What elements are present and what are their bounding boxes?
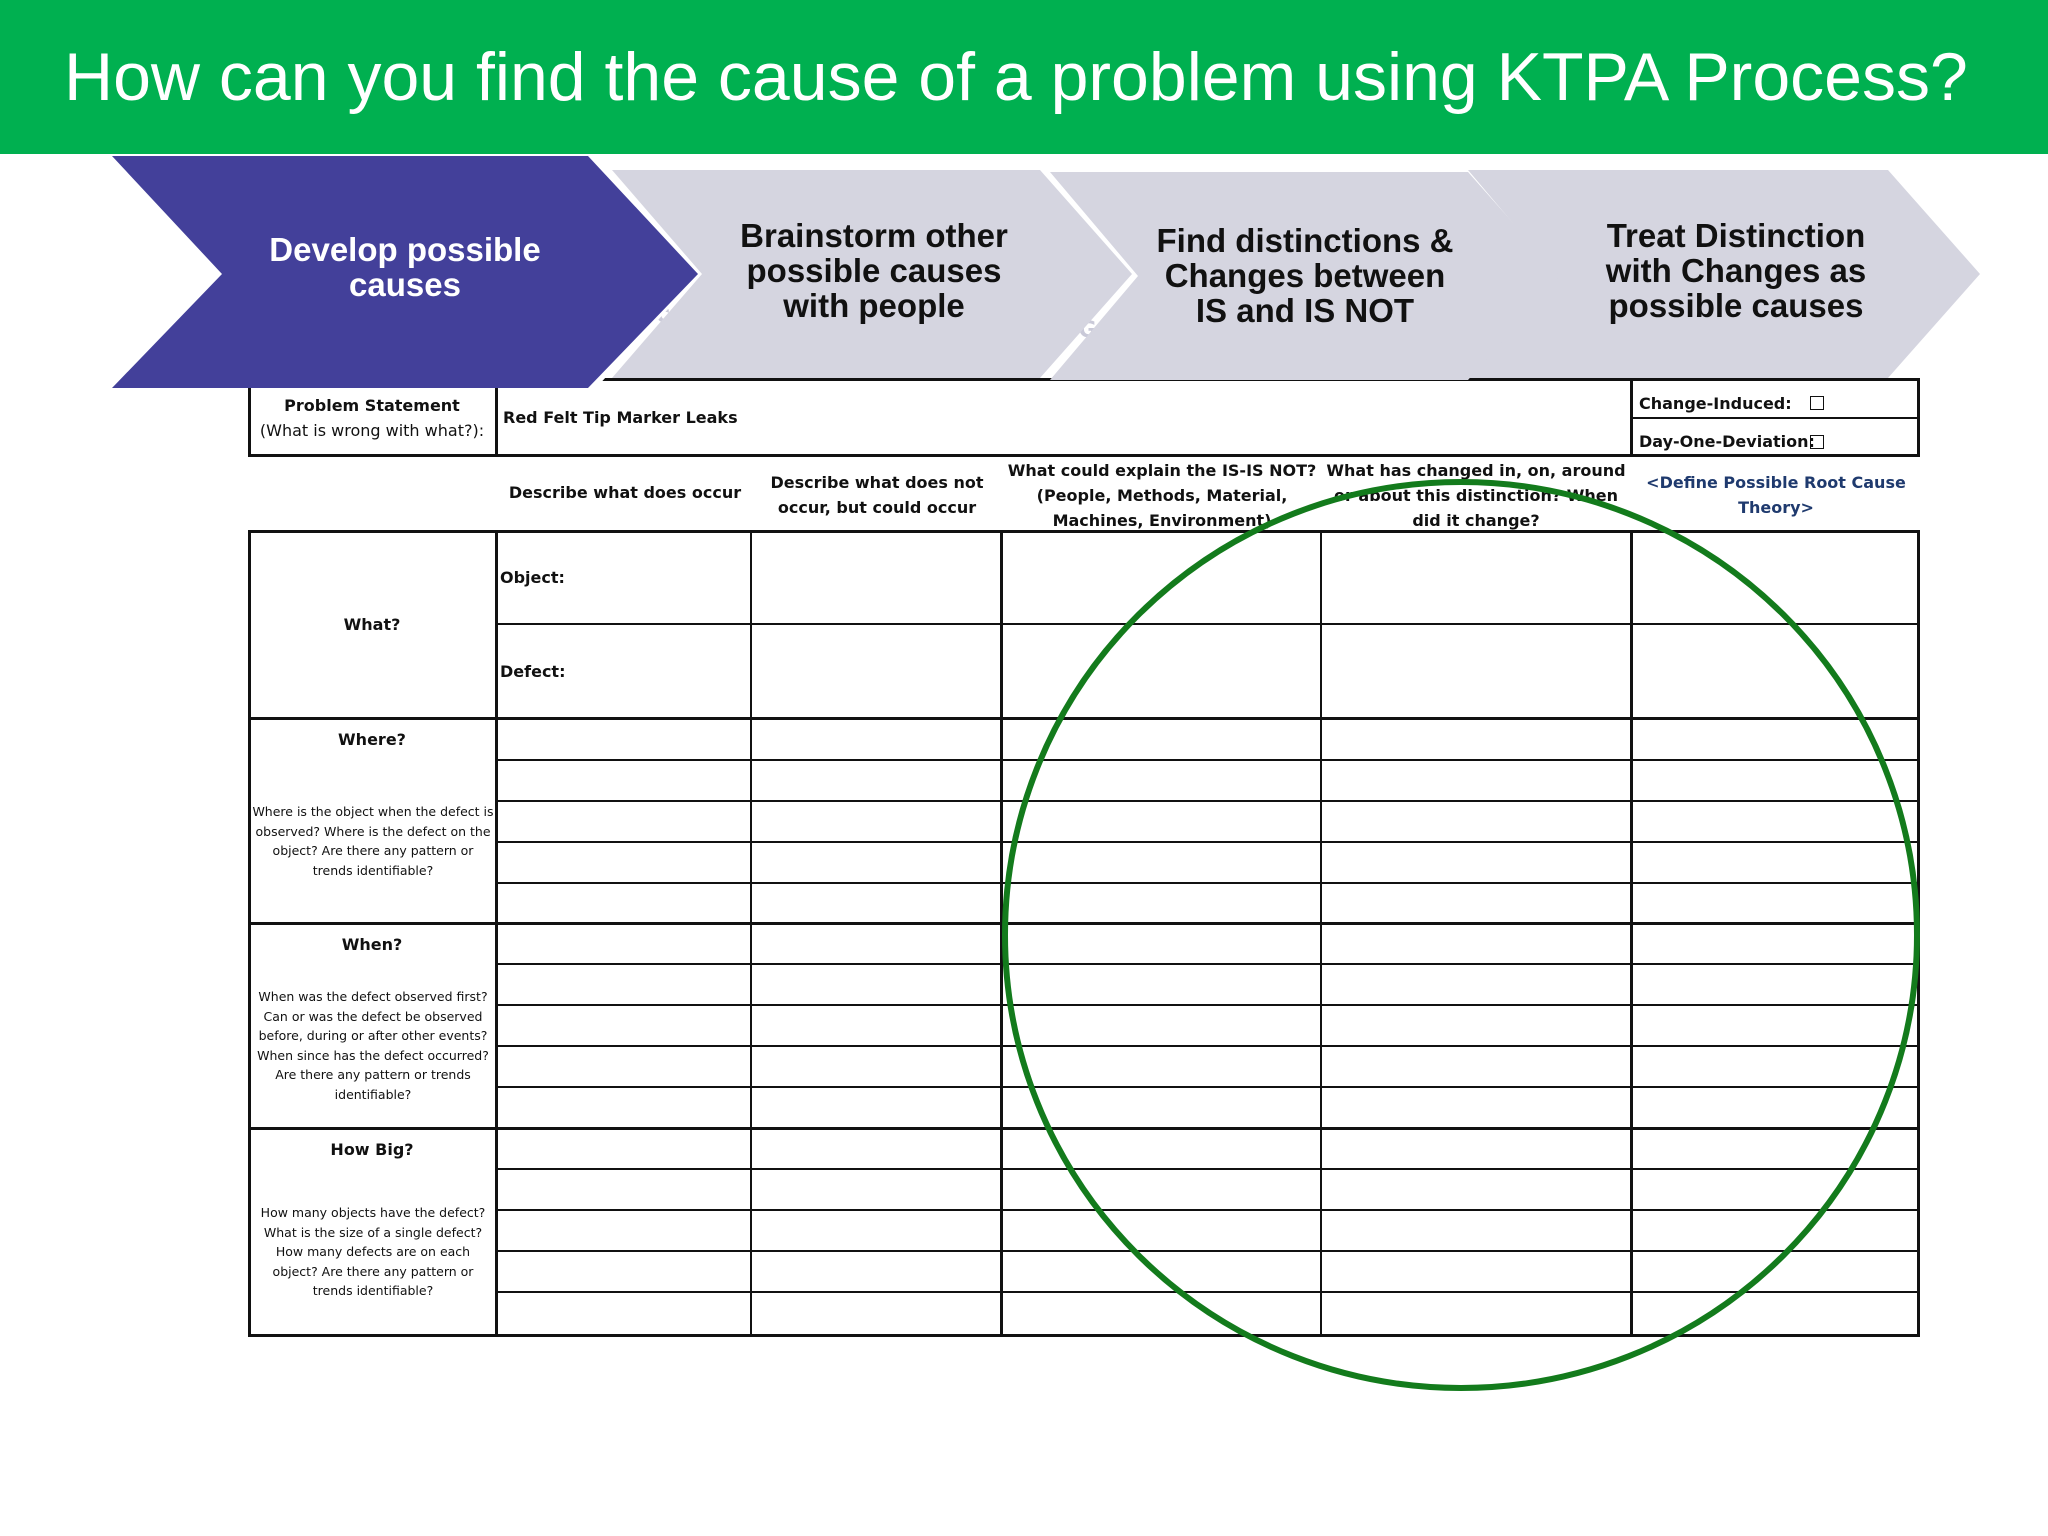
change-induced-label: Change-Induced: [1639,394,1792,413]
page-title: How can you find the cause of a problem using KTPA Process? [64,39,1968,115]
problem-statement-label: Problem Statement [284,396,460,415]
process-step-2-label: Brainstorm other possible causes with people [740,216,1008,324]
problem-statement-value: Red Felt Tip Marker Leaks [503,408,738,427]
problem-statement-sub: (What is wrong with what?): [259,421,485,440]
row-label-when: When? [341,935,403,954]
row-sublabel-defect: Defect: [500,662,566,681]
row-desc-how-big: How many objects have the defect? What is the size of a single defect? How many defects are on each object? Are there any pattern or trends identifiable? [260,1205,486,1298]
day-one-deviation-checkbox[interactable] [1810,435,1824,449]
row-sublabel-object: Object: [500,568,565,587]
column-header-explain: What could explain the IS-IS NOT? (People, Methods, Material, Machines, Environment) [1007,461,1317,530]
row-desc-when: When was the defect observed first? Can or was the defect be observed before, during or after other events? When since has the defect occurred? Are there any pattern or trends identifiable? [257,989,489,1102]
column-header-root-cause: <Define Possible Root Cause Theory> [1646,473,1906,517]
process-step-3-label: Find distinctions & Changes between IS and IS NOT [1156,221,1454,329]
row-label-where: Where? [338,730,406,749]
process-step-1-label: Develop possible causes [269,231,541,303]
column-header-changed: What has changed in, on, around or about this distinction? When did it change? [1326,461,1626,530]
column-header-does-occur: Describe what does occur [508,483,742,502]
row-label-what: What? [343,615,401,634]
row-desc-where: Where is the object when the defect is observed? Where is the defect on the object? Are there any pattern or trends identifiable? [252,804,494,878]
column-header-does-not-occur: Describe what does not occur, but could occur [770,473,984,517]
process-step-4-label: Treat Distinction with Changes as possible causes [1605,216,1867,324]
day-one-deviation-label: Day-One-Deviation: [1639,432,1815,451]
change-induced-checkbox[interactable] [1810,396,1824,410]
row-label-how-big: How Big? [330,1140,414,1159]
process-step-1 [100,152,716,392]
